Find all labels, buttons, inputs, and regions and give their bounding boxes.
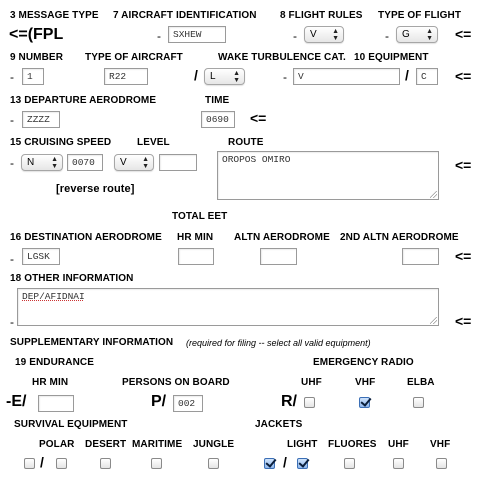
select-arrows-icon: ▲ ▼ — [332, 27, 339, 42]
type-of-flight-value: G — [402, 29, 410, 40]
altn2-input[interactable] — [402, 248, 439, 265]
slash: / — [194, 67, 198, 83]
persons-prefix: P/ — [151, 393, 167, 410]
flight-rules-value: V — [310, 29, 317, 40]
destination-label: 16 DESTINATION AERODROME — [10, 232, 162, 243]
persons-input[interactable]: 002 — [173, 395, 203, 412]
flight-rules-label: 8 FLIGHT RULES — [280, 10, 363, 21]
light-checkbox[interactable] — [297, 458, 308, 469]
route-text: OROPOS OMIRO — [222, 154, 291, 165]
maritime-label: MARITIME — [132, 439, 183, 450]
level-input[interactable] — [159, 154, 197, 171]
supplementary-title: SUPPLEMENTARY INFORMATION — [10, 337, 174, 348]
jacket-uhf-checkbox[interactable] — [393, 458, 404, 469]
reverse-route-link[interactable]: [reverse route] — [56, 183, 135, 195]
dash: - — [283, 70, 287, 84]
end-arrow: <= — [455, 248, 472, 264]
endurance-label: 19 ENDURANCE — [15, 357, 94, 368]
fpl-prefix: <=(FPL — [9, 26, 64, 43]
jungle-label: JUNGLE — [193, 439, 235, 450]
radio-uhf-checkbox[interactable] — [304, 397, 315, 408]
destination-input[interactable]: LGSK — [22, 248, 60, 265]
select-arrows-icon: ▲ ▼ — [51, 155, 58, 170]
speed-unit-select[interactable] — [21, 154, 63, 171]
eet-hr-min-label: HR MIN — [177, 232, 214, 243]
wake-turbulence-select[interactable] — [204, 68, 245, 85]
jungle-checkbox[interactable] — [208, 458, 219, 469]
route-label: ROUTE — [228, 137, 264, 148]
level-unit-select[interactable] — [114, 154, 154, 171]
end-arrow: <= — [250, 110, 267, 126]
fluores-label: FLUORES — [328, 439, 377, 450]
departure-label: 13 DEPARTURE AERODROME — [10, 95, 157, 106]
dash: - — [385, 29, 389, 43]
supplementary-note: (required for filing -- select all valid equipment) — [186, 338, 371, 348]
dash: - — [10, 70, 14, 84]
time-label: TIME — [205, 95, 230, 106]
total-eet-label: TOTAL EET — [172, 211, 228, 222]
altn-input[interactable] — [260, 248, 297, 265]
departure-input[interactable]: ZZZZ — [22, 111, 60, 128]
dash: - — [10, 252, 14, 266]
other-info-text: DEP/AFIDNAI — [22, 291, 85, 302]
light-label: LIGHT — [287, 439, 318, 450]
radio-vhf-label: VHF — [355, 377, 376, 388]
endurance-prefix: -E/ — [6, 393, 27, 410]
radio-uhf-label: UHF — [301, 377, 322, 388]
altn2-label: 2ND ALTN AERODROME — [340, 232, 459, 243]
emergency-radio-label: EMERGENCY RADIO — [313, 357, 414, 368]
end-arrow: <= — [455, 157, 472, 173]
route-textarea[interactable] — [217, 151, 439, 200]
fluores-checkbox[interactable] — [344, 458, 355, 469]
end-arrow: <= — [455, 68, 472, 84]
number-label: 9 NUMBER — [10, 52, 64, 63]
dash: - — [157, 29, 161, 43]
end-arrow: <= — [455, 313, 472, 329]
jacket-vhf-label: VHF — [430, 439, 451, 450]
equipment-suffix-input[interactable]: C — [416, 68, 438, 85]
aircraft-type-input[interactable]: R22 — [104, 68, 148, 85]
type-of-flight-select[interactable] — [396, 26, 438, 43]
slash: / — [283, 454, 287, 470]
radio-vhf-checkbox[interactable] — [359, 397, 370, 408]
eet-input[interactable] — [178, 248, 214, 265]
aircraft-type-label: TYPE OF AIRCRAFT — [85, 52, 183, 63]
type-of-flight-label: TYPE OF FLIGHT — [378, 10, 462, 21]
resize-grip-icon[interactable] — [430, 191, 437, 198]
slash: / — [40, 454, 44, 470]
other-info-label: 18 OTHER INFORMATION — [10, 273, 134, 284]
dash: - — [10, 113, 14, 127]
speed-input[interactable]: 0070 — [67, 154, 103, 171]
persons-on-board-label: PERSONS ON BOARD — [122, 377, 230, 388]
dash: - — [293, 29, 297, 43]
desert-checkbox[interactable] — [100, 458, 111, 469]
time-input[interactable]: 0690 — [201, 111, 235, 128]
survival-equipment-title: SURVIVAL EQUIPMENT — [14, 419, 128, 430]
slash: / — [405, 67, 409, 83]
dash: - — [10, 315, 14, 329]
dash: - — [10, 156, 14, 170]
wake-turbulence-value: L — [210, 71, 216, 82]
end-arrow: <= — [455, 26, 472, 42]
message-type-label: 3 MESSAGE TYPE — [10, 10, 99, 21]
resize-grip-icon[interactable] — [430, 317, 437, 324]
equipment-input[interactable]: V — [293, 68, 400, 85]
other-info-textarea[interactable] — [17, 288, 439, 326]
level-label: LEVEL — [137, 137, 170, 148]
radio-prefix: R/ — [281, 393, 297, 410]
polar-label: POLAR — [39, 439, 75, 450]
polar-checkbox[interactable] — [56, 458, 67, 469]
aircraft-id-label: 7 AIRCRAFT IDENTIFICATION — [113, 10, 257, 21]
radio-elba-checkbox[interactable] — [413, 397, 424, 408]
altn-label: ALTN AERODROME — [234, 232, 330, 243]
endurance-hr-min-label: HR MIN — [32, 377, 69, 388]
jackets-title: JACKETS — [255, 419, 303, 430]
maritime-checkbox[interactable] — [151, 458, 162, 469]
select-arrows-icon: ▲ ▼ — [426, 27, 433, 42]
radio-elba-label: ELBA — [407, 377, 435, 388]
equipment-label: 10 EQUIPMENT — [354, 52, 429, 63]
speed-unit-value: N — [27, 157, 35, 168]
endurance-input[interactable] — [38, 395, 74, 412]
level-unit-value: V — [120, 157, 127, 168]
select-arrows-icon: ▲ ▼ — [233, 69, 240, 84]
aircraft-id-input[interactable]: SXHEW — [168, 26, 226, 43]
select-arrows-icon: ▲ ▼ — [142, 155, 149, 170]
wake-turbulence-label: WAKE TURBULENCE CAT. — [218, 52, 346, 63]
survival-checkbox[interactable] — [24, 458, 35, 469]
jackets-checkbox[interactable] — [264, 458, 275, 469]
flight-rules-select[interactable] — [304, 26, 344, 43]
jacket-uhf-label: UHF — [388, 439, 409, 450]
number-input[interactable]: 1 — [22, 68, 44, 85]
jacket-vhf-checkbox[interactable] — [436, 458, 447, 469]
cruising-speed-label: 15 CRUISING SPEED — [10, 137, 112, 148]
desert-label: DESERT — [85, 439, 127, 450]
